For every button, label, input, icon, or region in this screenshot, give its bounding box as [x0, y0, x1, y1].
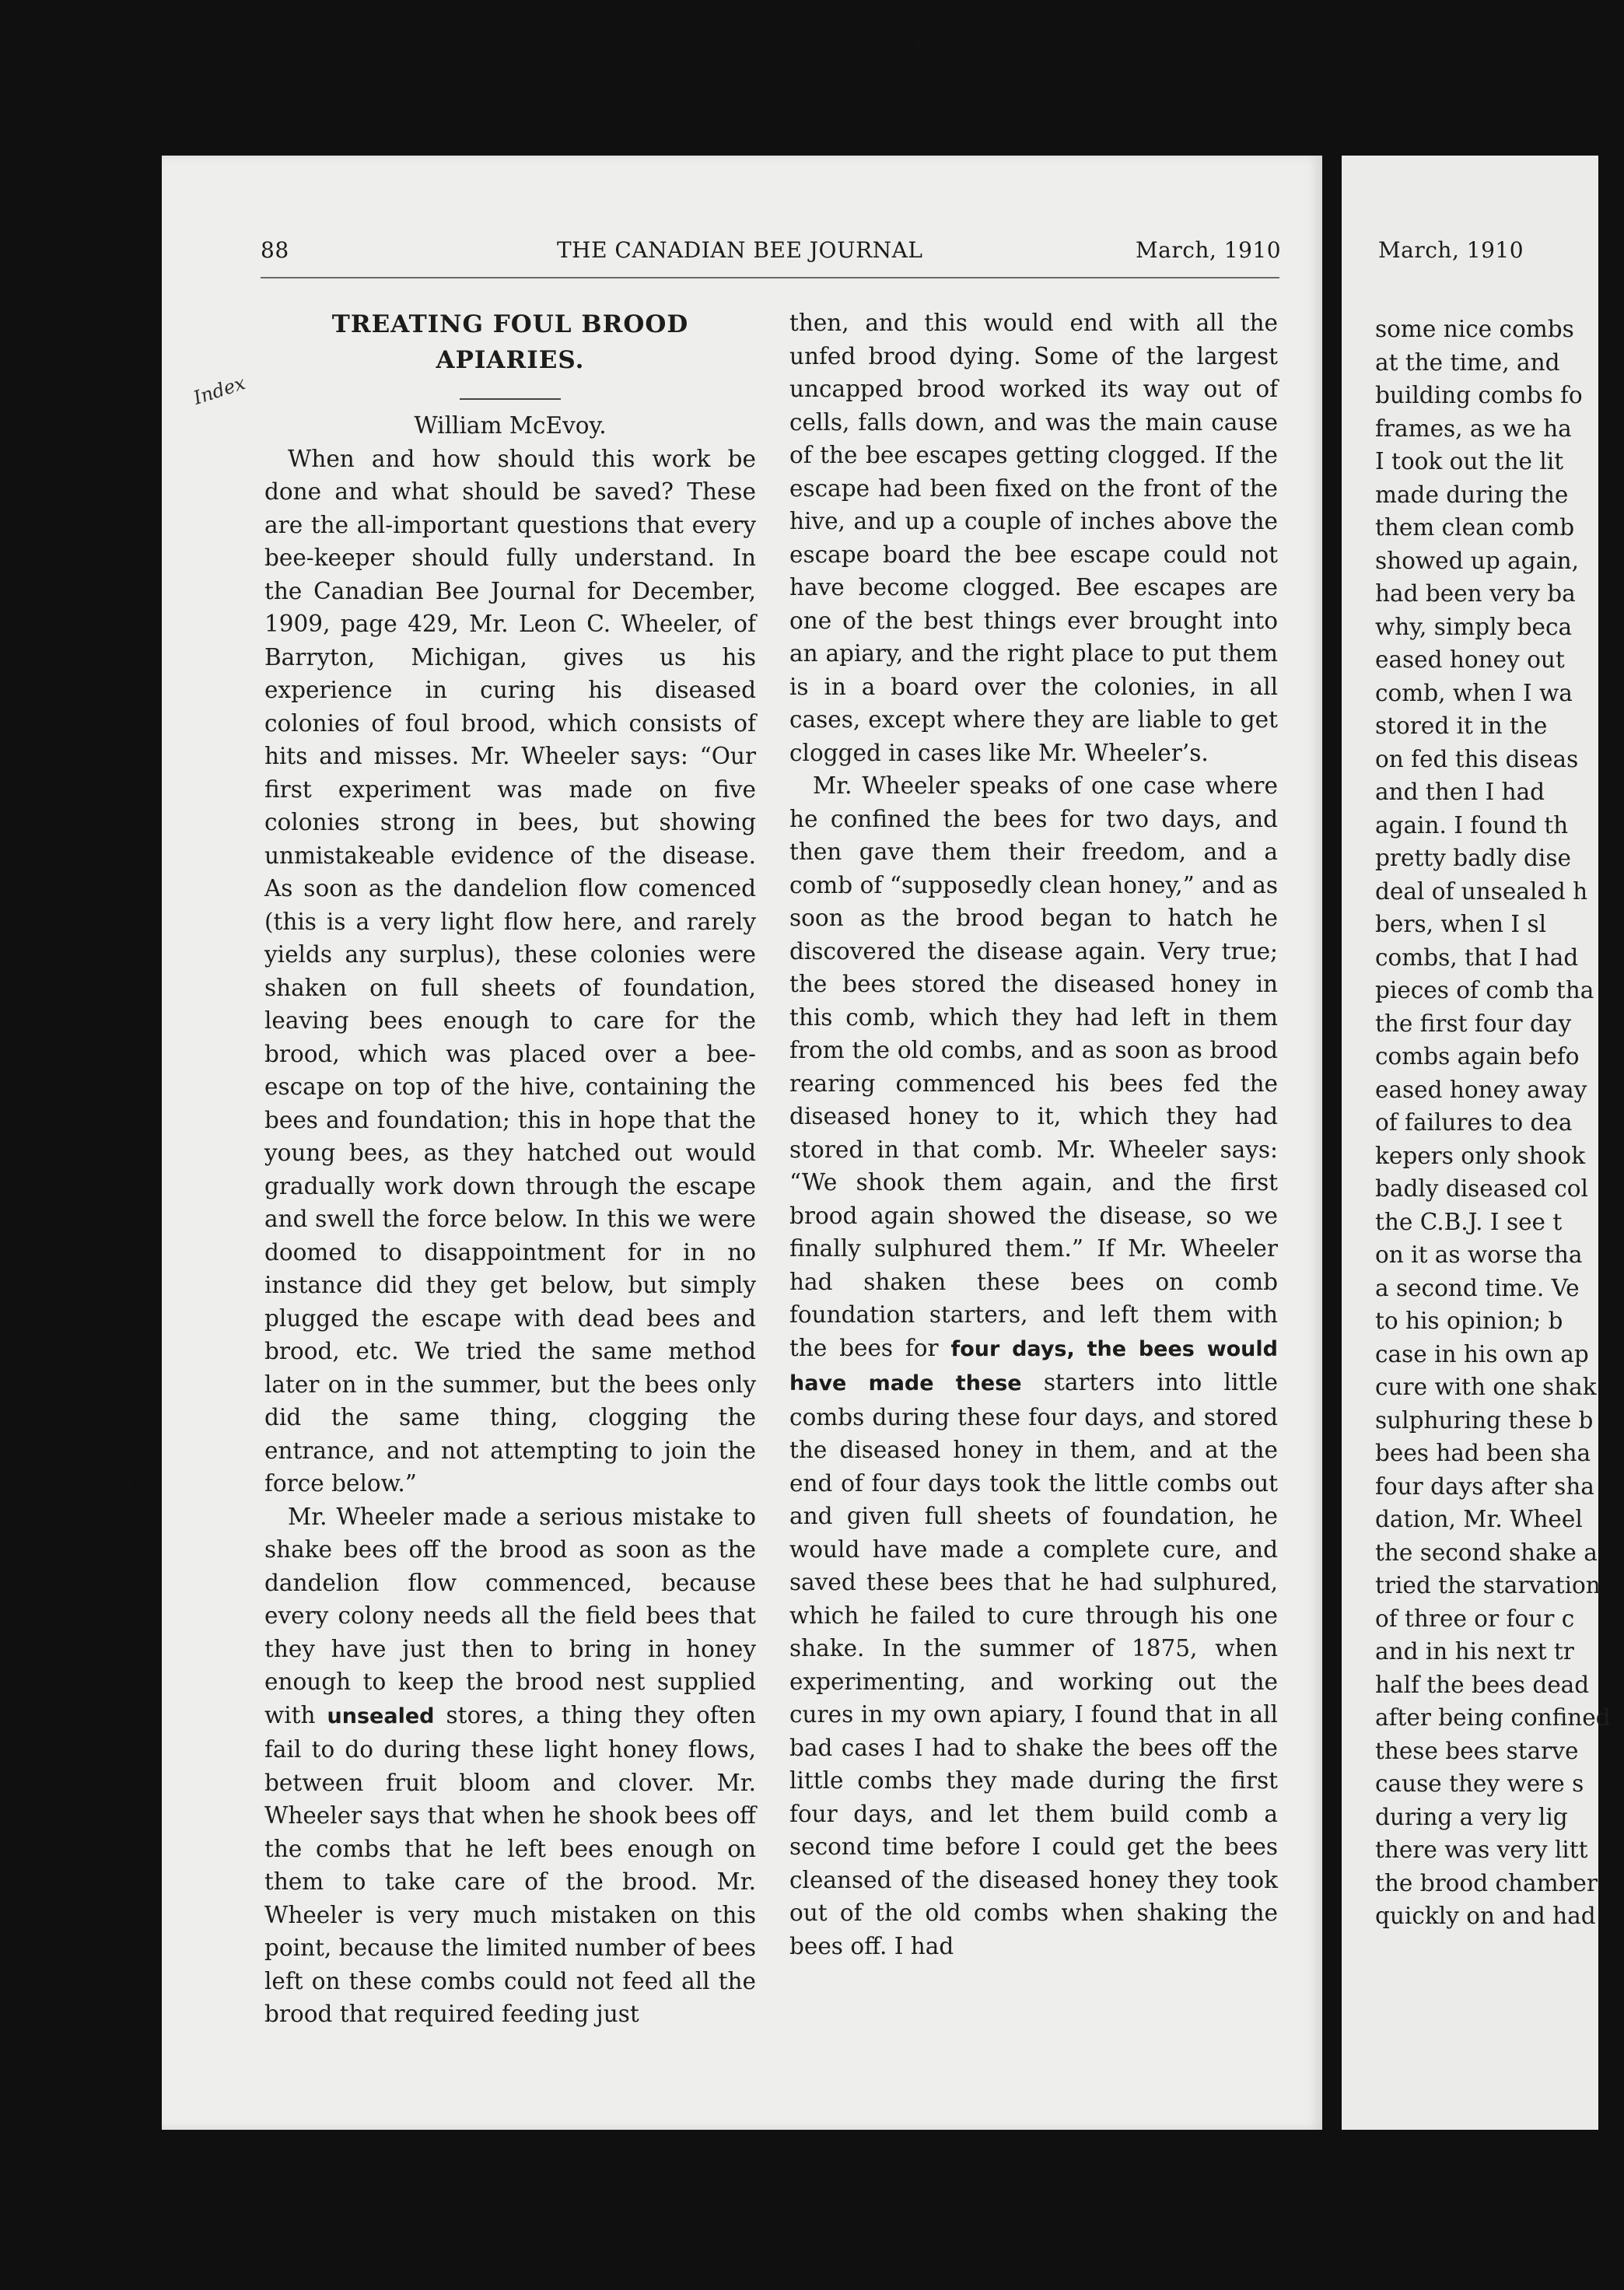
page-number: 88 [261, 237, 289, 263]
right-column-line: building combs fo [1375, 382, 1583, 408]
right-column-line: dation, Mr. Wheel [1375, 1506, 1583, 1532]
right-column-line: cause they were s [1375, 1770, 1584, 1797]
right-column-line: there was very litt [1375, 1837, 1588, 1863]
right-column-line: case in his own ap [1375, 1340, 1589, 1367]
paragraph: Mr. Wheeler made a serious mistake to shake bees off the brood as soon as the dandelion flow commenced, because every colony needs all the field bees that they have just then to bring in honey enough to keep the brood nest supplied with unsealed stores, a thing they often fail to do during these light honey flows, between fruit bloom and clover. Mr. Wheeler says that when he shook bees off the combs that he left bees enough on them to take care of the brood. Mr. Wheeler is very much mistaken on this point, because the limited number of bees left on these combs could not feed all the brood that required feeding just [264, 1503, 756, 2027]
right-column-line: the brood chamber [1375, 1869, 1598, 1896]
right-column-line: and in his next tr [1375, 1638, 1574, 1665]
right-column-line: badly diseased col [1375, 1175, 1588, 1202]
right-column-line: at the time, and [1375, 348, 1560, 376]
article-column-right-truncated [1375, 313, 1624, 1933]
right-column-line: kepers only shook [1375, 1142, 1586, 1169]
issue-date: March, 1910 [1136, 237, 1282, 263]
right-column-line: of failures to dea [1375, 1109, 1573, 1136]
right-column-line: made during the [1375, 481, 1569, 508]
right-column-line: quickly on and had [1375, 1903, 1596, 1929]
right-column-line: a second time. Ve [1375, 1274, 1580, 1301]
right-column-line: half the bees dead [1375, 1671, 1590, 1698]
right-column-line: sulphuring these b [1375, 1406, 1594, 1434]
header-rule [261, 277, 1279, 278]
right-column-line: pretty badly dise [1375, 845, 1571, 871]
right-column-line: showed up again, [1375, 547, 1579, 574]
article-title: TREATING FOUL BROOD APIARIES. [331, 310, 689, 374]
right-column-line: deal of unsealed h [1375, 877, 1588, 905]
article-column-left [264, 306, 756, 2031]
right-column-line: the second shake a [1375, 1539, 1598, 1566]
right-column-line: after being confined [1375, 1704, 1611, 1731]
right-column-line: and then I had [1375, 779, 1545, 805]
scan-speck [914, 37, 922, 48]
right-column-line: had been very ba [1375, 580, 1576, 607]
right-column-line: four days after sha [1375, 1472, 1594, 1500]
right-column-line: frames, as we ha [1375, 415, 1572, 442]
right-column-line: tried the starvation [1375, 1572, 1601, 1598]
right-column-line: bees had been sha [1375, 1440, 1591, 1466]
emphasis-text: four days, the bees would have made these [789, 1336, 1278, 1395]
emphasis-text: unsealed [327, 1703, 435, 1728]
paragraph: then, and this would end with all the unfed brood dying. Some of the largest uncapped brood worked its way out of cells, falls down, and was the main cause of the bee escapes getting clogged. If the escape had been fixed on the front of the hive, and up a couple of inches above the escape board the bee escape could not have become clogged. Bee escapes are one of the best things ever brought into an apiary, and the right place to put them is in a board over the colonies, in all cases, except where they are liable to get clogged in cases like Mr. Wheeler’s. [789, 310, 1278, 766]
article-author: William McEvoy. [414, 412, 607, 439]
article-column-middle [789, 306, 1278, 1963]
handwritten-index-note: Index [191, 372, 248, 409]
scan-speck [126, 1479, 132, 1490]
right-column-line: bers, when I sl [1375, 911, 1547, 937]
right-column-line: the C.B.J. I see t [1375, 1208, 1563, 1235]
right-column-line: to his opinion; b [1375, 1308, 1563, 1334]
journal-title: THE CANADIAN BEE JOURNAL [557, 237, 923, 263]
right-column-line: some nice combs [1375, 316, 1574, 342]
paragraph: Mr. Wheeler speaks of one case where he confined the bees for two days, and then gave them their freedom, and a comb of “supposedly clean honey,” and as soon as the brood began to hatch he discovered the disease again. Very true; the bees stored the diseased honey in this comb, which they had left in them from the old combs, and as soon as brood rearing commenced his bees fed the diseased honey to it, which they had stored in that comb. Mr. Wheeler says: “We shook them again, and the first brood again showed the disease, so we finally sulphured them.” If Mr. Wheeler had shaken these bees on comb foundation starters, and left them with the bees for four days, the bees would have made these starters into little combs during these four days, and stored the diseased honey in them, and at the end of four days took the little combs out and given full sheets of foundation, he would have made a complete cure, and saved these bees that he had sulphured, which he failed to cure through his one shake. In the summer of 1875, when experimenting, and working out the cures in my own apiary, I found that in all bad cases I had to shake the bees off the little combs they made during the first four days, and let them build comb a second time before I could get the bees cleansed of the diseased honey they took out of the old combs when shaking the bees off. I had [789, 772, 1278, 1959]
right-column-line: during a very lig [1375, 1803, 1568, 1830]
right-column-line: combs, that I had [1375, 944, 1579, 971]
right-column-line: them clean comb [1375, 514, 1575, 541]
right-column-line: on it as worse tha [1375, 1241, 1583, 1268]
right-column-line: pieces of comb tha [1375, 977, 1594, 1003]
right-column-line: cure with one shak [1375, 1374, 1597, 1400]
right-column-line: combs again befo [1375, 1043, 1580, 1070]
right-column-line: the first four day [1375, 1010, 1572, 1037]
right-column-line: these bees starve [1375, 1737, 1579, 1764]
right-column-line: again. I found th [1375, 811, 1569, 839]
title-rule [460, 398, 561, 400]
right-column-line: eased honey away [1375, 1076, 1587, 1103]
right-column-line: on fed this diseas [1375, 745, 1579, 772]
right-column-line: stored it in the [1375, 713, 1548, 739]
right-column-line: I took out the lit [1375, 448, 1564, 474]
right-column-line: comb, when I wa [1375, 679, 1573, 706]
right-issue-date: March, 1910 [1378, 237, 1524, 263]
paragraph: When and how should this work be done and what should be saved? These are the all-important questions that every bee-keeper should fully understand. In the Canadian Bee Journal for December, 1909, page 429, Mr. Leon C. Wheeler, of Barryton, Michigan, gives us his experience in curing his diseased colonies of foul brood, which consists of hits and misses. Mr. Wheeler says: “Our first experiment was made on five colonies strong in bees, but showing unmistakeable evidence of the disease. As soon as the dandelion flow comenced (this is a very light flow here, and rarely yields any surplus), these colonies were shaken on full sheets of foundation, leaving bees enough to care for the brood, which was placed over a bee-escape on top of the hive, containing the bees and foundation; this in hope that the young bees, as they hatched out would gradually work down through the escape and swell the force below. In this we were doomed to disappointment for in no instance did they get below, but simply plugged the escape with dead bees and brood, etc. We tried the same method later on in the summer, but the bees only did the same thing, clogging the entrance, and not attempting to join the force below.” [264, 445, 756, 1497]
right-column-line: of three or four c [1375, 1605, 1575, 1632]
right-column-line: eased honey out [1375, 646, 1565, 673]
right-column-line: why, simply beca [1375, 613, 1573, 640]
